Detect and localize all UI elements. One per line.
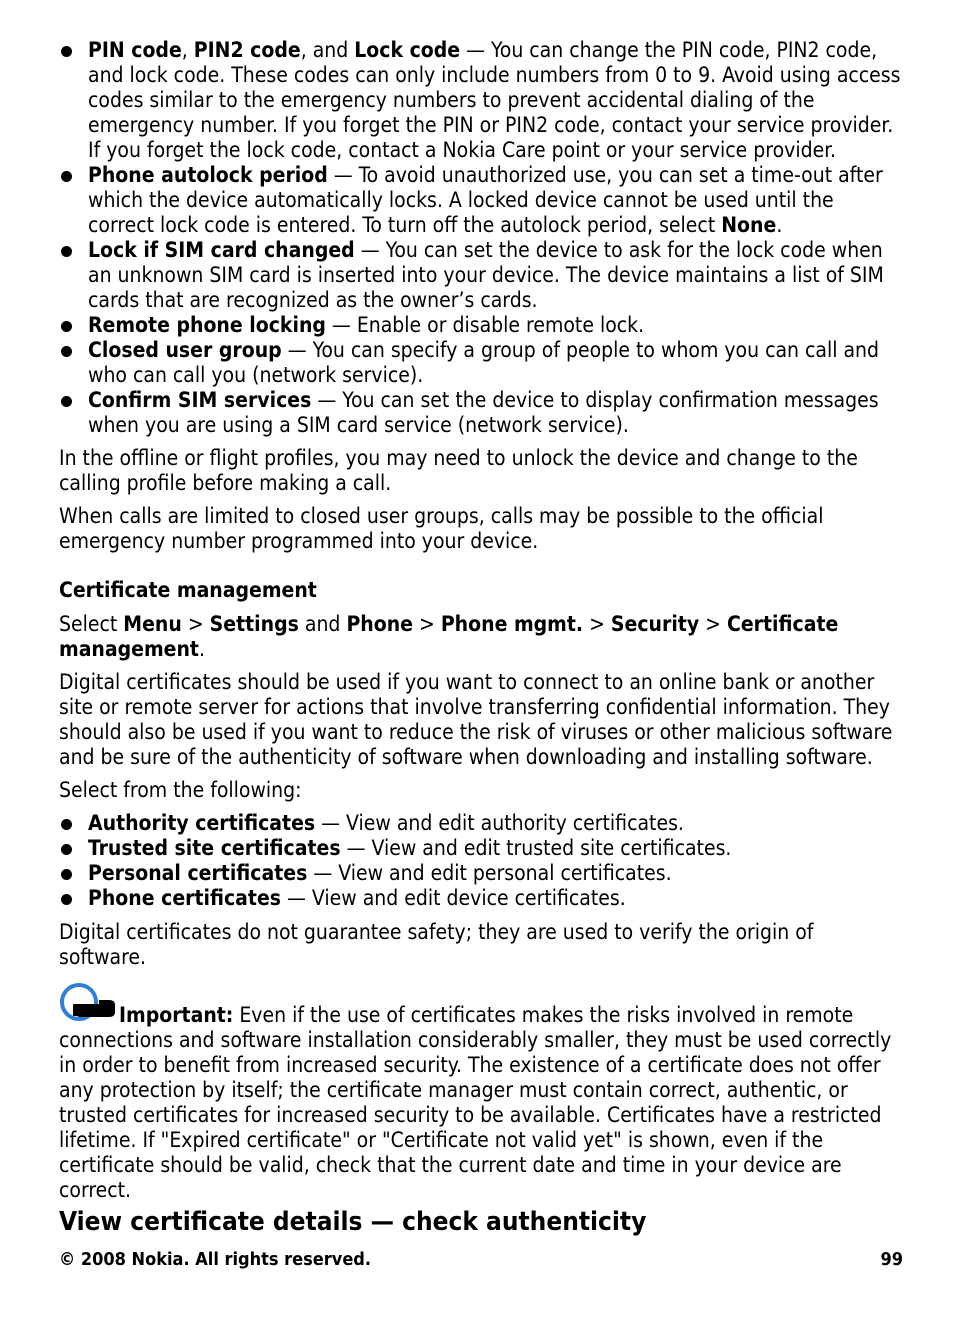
text-run: — View and edit trusted site certificates. <box>340 836 732 860</box>
list-item <box>59 811 905 836</box>
text-run: > <box>413 612 441 636</box>
list-item <box>59 238 905 313</box>
text-run: > <box>583 612 611 636</box>
bold-term: Certificate management <box>59 612 839 661</box>
section-heading-certificate-management: Certificate management <box>59 578 317 602</box>
text-run: — You can set the device to display confirmation messages when you are using a SIM card service (network service). <box>88 388 879 437</box>
bold-term: Security <box>610 612 700 636</box>
important-text: Even if the use of certificates makes the risks involved in remote connections and software installation considerably smaller, they must be used correctly in order to benefit from increased security. The existence of a certificate does not offer any protection by itself; the certificate manager must contain correct, authentic, or trusted certificates for increased security to be available. Certificates have a restricted lifetime. If "Expired certificate" or "Certificate not valid yet" is shown, even if the certificate should be valid, check that the current date and time in your device are correct. <box>59 1003 892 1202</box>
guarantee-paragraph: Digital certificates do not guarantee safety; they are used to verify the origin of software. <box>59 920 814 969</box>
text-run: > <box>699 612 727 636</box>
bold-term: Confirm SIM services <box>88 388 312 412</box>
menu-path <box>59 612 905 662</box>
list-item <box>59 38 905 163</box>
bullet-icon <box>61 346 72 357</box>
text-run: — To avoid unauthorized use, you can set a time-out after which the device automatically locks. A locked device cannot be used until the correct lock code is entered. To turn off the autolock period, select <box>88 163 883 237</box>
certificate-types-list <box>59 811 905 911</box>
text-run: , <box>181 38 194 62</box>
page-footer <box>59 1249 903 1271</box>
bold-term: PIN code <box>88 38 182 62</box>
bullet-icon <box>61 894 72 905</box>
text-run: — Enable or disable remote lock. <box>325 313 645 337</box>
text-run: . <box>776 213 783 237</box>
bold-term: Remote phone locking <box>88 313 326 337</box>
bold-term: Phone autolock period <box>88 163 328 187</box>
bold-term: Trusted site certificates <box>88 836 341 860</box>
bold-term: PIN2 code <box>193 38 301 62</box>
bullet-icon <box>61 819 72 830</box>
important-note <box>59 982 905 1203</box>
closed-group-paragraph: When calls are limited to closed user groups, calls may be possible to the official emergency number programmed into your device. <box>59 504 824 553</box>
text-run: > <box>181 612 210 636</box>
bullet-icon <box>61 869 72 880</box>
list-item <box>59 163 905 238</box>
bold-term: Phone certificates <box>88 886 282 910</box>
offline-paragraph: In the offline or flight profiles, you may need to unlock the device and change to the calling profile before making a call. <box>59 446 858 495</box>
text-run: — View and edit personal certificates. <box>307 861 672 885</box>
bullet-icon <box>61 246 72 257</box>
bold-term: Authority certificates <box>88 811 316 835</box>
page-content <box>59 38 905 1237</box>
copyright: © 2008 Nokia. All rights reserved. <box>59 1249 372 1270</box>
text-run: — View and edit authority certificates. <box>315 811 684 835</box>
select-following-paragraph: Select from the following: <box>59 778 302 802</box>
text-run: — You can set the device to ask for the lock code when an unknown SIM card is inserted into your device. The device maintains a list of SIM cards that are recognized as the owner’s cards. <box>88 238 884 312</box>
bold-term: Closed user group <box>88 338 282 362</box>
list-item <box>59 338 905 388</box>
important-pointing-hand-icon <box>59 982 119 1026</box>
text-run: — You can change the PIN code, PIN2 code, and lock code. These codes can only include numbers from 0 to 9. Avoid using access codes similar to the emergency numbers to prevent accidental dialing of the emergency number. If you forget the PIN or PIN2 code, contact your service provider. If you forget the lock code, contact a Nokia Care point or your service provider. <box>88 38 901 162</box>
bold-term: Menu <box>123 612 182 636</box>
bold-term: Phone <box>346 612 413 636</box>
list-item <box>59 388 905 438</box>
text-run: . <box>198 637 205 661</box>
text-run: Select <box>59 612 124 636</box>
text-run: — You can specify a group of people to whom you can call and who can call you (network service). <box>88 338 880 387</box>
bold-term: None <box>721 213 777 237</box>
bullet-icon <box>61 321 72 332</box>
security-settings-list <box>59 38 905 438</box>
bullet-icon <box>61 396 72 407</box>
bold-term: Settings <box>209 612 299 636</box>
list-item <box>59 861 905 886</box>
bullet-icon <box>61 171 72 182</box>
bold-term: Lock code <box>354 38 461 62</box>
text-run: — View and edit device certificates. <box>281 886 626 910</box>
list-item <box>59 313 905 338</box>
bold-term: Lock if SIM card changed <box>88 238 355 262</box>
list-item <box>59 886 905 911</box>
digital-certificates-paragraph: Digital certificates should be used if you want to connect to an online bank or another site or remote server for actions that involve transferring confidential information. They should also be used if you want to reduce the risk of viruses or other malicious software and be sure of the authenticity of software when downloading and installing software. <box>59 670 893 769</box>
bullet-icon <box>61 46 72 57</box>
bold-term: Phone mgmt. <box>440 612 584 636</box>
text-run: , and <box>300 38 355 62</box>
list-item <box>59 836 905 861</box>
bullet-icon <box>61 844 72 855</box>
important-label: Important: <box>119 1003 234 1027</box>
text-run: and <box>298 612 347 636</box>
section-heading-view-certificate: View certificate details — check authenticity <box>59 1207 647 1237</box>
bold-term: Personal certificates <box>88 861 308 885</box>
page-number: 99 <box>880 1249 903 1270</box>
